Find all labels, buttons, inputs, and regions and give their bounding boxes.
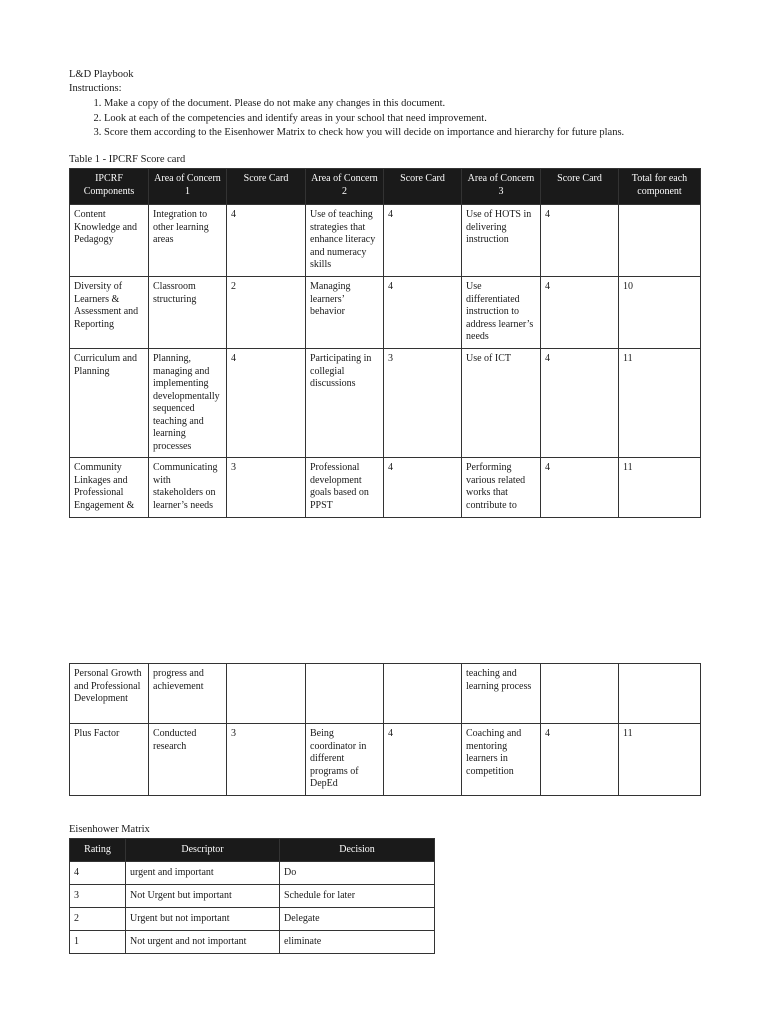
table-cell xyxy=(306,664,384,724)
header-area-of-concern-1: Area of Concern 1 xyxy=(149,169,227,205)
table-cell: urgent and important xyxy=(126,862,280,885)
table-cell: Content Knowledge and Pedagogy xyxy=(70,205,149,277)
table-cell: 11 xyxy=(619,458,701,518)
table-cell: Managing learners’ behavior xyxy=(306,277,384,349)
instructions-label: Instructions: xyxy=(69,83,122,94)
header-score-card-2: Score Card xyxy=(384,169,462,205)
table-row xyxy=(70,277,701,349)
table-header-row xyxy=(70,839,435,862)
table-cell: 3 xyxy=(384,349,462,458)
table-cell: 3 xyxy=(227,458,306,518)
table-cell: Use differentiated instruction to address learner’s needs xyxy=(462,277,541,349)
header-ipcrf-components: IPCRF Components xyxy=(70,169,149,205)
table-cell xyxy=(227,664,306,724)
table-cell: Professional development goals based on PPST xyxy=(306,458,384,518)
header-area-of-concern-3: Area of Concern 3 xyxy=(462,169,541,205)
table-cell: Diversity of Learners & Assessment and Reporting xyxy=(70,277,149,349)
table-cell: Planning, managing and implementing developmentally sequenced teaching and learning processes xyxy=(149,349,227,458)
instruction-item: 1. Make a copy of the document. Please do not make any changes in this document. xyxy=(104,97,624,112)
table-cell: Do xyxy=(280,862,435,885)
table-cell: 4 xyxy=(541,724,619,796)
table-cell: 3 xyxy=(227,724,306,796)
table-cell: 4 xyxy=(384,277,462,349)
table-cell: 2 xyxy=(227,277,306,349)
table-cell: progress and achievement xyxy=(149,664,227,724)
header-descriptor: Descriptor xyxy=(126,839,280,862)
table-cell: Personal Growth and Professional Development xyxy=(70,664,149,724)
table-cell: 4 xyxy=(227,205,306,277)
table-cell xyxy=(619,664,701,724)
ipcrf-score-table-continued xyxy=(69,663,701,796)
table-cell: 1 xyxy=(70,931,126,954)
table-cell: 4 xyxy=(541,277,619,349)
table-cell: Participating in collegial discussions xyxy=(306,349,384,458)
header-area-of-concern-2: Area of Concern 2 xyxy=(306,169,384,205)
table-header-row xyxy=(70,169,701,205)
table-row xyxy=(70,349,701,458)
table-cell: 4 xyxy=(384,724,462,796)
instruction-item: 2. Look at each of the competencies and identify areas in your school that need improvement. xyxy=(104,112,624,127)
instructions-list xyxy=(69,97,624,141)
table-cell: Performing various related works that contribute to xyxy=(462,458,541,518)
table-cell: 4 xyxy=(384,205,462,277)
table-row xyxy=(70,664,701,724)
ipcrf-score-table xyxy=(69,168,701,518)
table-cell: 11 xyxy=(619,349,701,458)
table-cell: Classroom structuring xyxy=(149,277,227,349)
table-cell: Use of ICT xyxy=(462,349,541,458)
table-cell: Communicating with stakeholders on learner’s needs xyxy=(149,458,227,518)
table-row xyxy=(70,885,435,908)
table-cell: Use of teaching strategies that enhance literacy and numeracy skills xyxy=(306,205,384,277)
document-title: L&D Playbook xyxy=(69,69,134,80)
table-cell: 3 xyxy=(70,885,126,908)
table-row xyxy=(70,205,701,277)
table-cell: 2 xyxy=(70,908,126,931)
table-cell: 11 xyxy=(619,724,701,796)
table-row xyxy=(70,862,435,885)
table-cell: 4 xyxy=(541,205,619,277)
table-cell: Schedule for later xyxy=(280,885,435,908)
table-cell: Integration to other learning areas xyxy=(149,205,227,277)
table-cell: Conducted research xyxy=(149,724,227,796)
table-cell: Curriculum and Planning xyxy=(70,349,149,458)
table-cell xyxy=(619,205,701,277)
header-decision: Decision xyxy=(280,839,435,862)
table-row xyxy=(70,458,701,518)
table-cell: Coaching and mentoring learners in competition xyxy=(462,724,541,796)
table-cell: Not Urgent but important xyxy=(126,885,280,908)
table-cell: Being coordinator in different programs of DepEd xyxy=(306,724,384,796)
table-cell: Community Linkages and Professional Engagement & xyxy=(70,458,149,518)
header-rating: Rating xyxy=(70,839,126,862)
table-cell: Use of HOTS in delivering instruction xyxy=(462,205,541,277)
header-score-card-3: Score Card xyxy=(541,169,619,205)
table-cell: Delegate xyxy=(280,908,435,931)
table1-caption: Table 1 - IPCRF Score card xyxy=(69,154,186,165)
table-cell: Urgent but not important xyxy=(126,908,280,931)
table-cell: Not urgent and not important xyxy=(126,931,280,954)
table-row xyxy=(70,931,435,954)
table-row xyxy=(70,908,435,931)
table-cell: 4 xyxy=(384,458,462,518)
table-cell xyxy=(541,664,619,724)
table-cell: 10 xyxy=(619,277,701,349)
table-cell: Plus Factor xyxy=(70,724,149,796)
table-cell: 4 xyxy=(541,458,619,518)
table-cell: 4 xyxy=(70,862,126,885)
table-cell: teaching and learning process xyxy=(462,664,541,724)
table-cell: 4 xyxy=(227,349,306,458)
table-cell: 4 xyxy=(541,349,619,458)
header-total: Total for each component xyxy=(619,169,701,205)
table-cell xyxy=(384,664,462,724)
eisenhower-matrix-table xyxy=(69,838,435,954)
table-cell: eliminate xyxy=(280,931,435,954)
header-score-card-1: Score Card xyxy=(227,169,306,205)
table-row xyxy=(70,724,701,796)
instruction-item: 3. Score them according to the Eisenhower Matrix to check how you will decide on importance and hierarchy for future plans. xyxy=(104,126,624,141)
eisenhower-matrix-label: Eisenhower Matrix xyxy=(69,824,150,835)
